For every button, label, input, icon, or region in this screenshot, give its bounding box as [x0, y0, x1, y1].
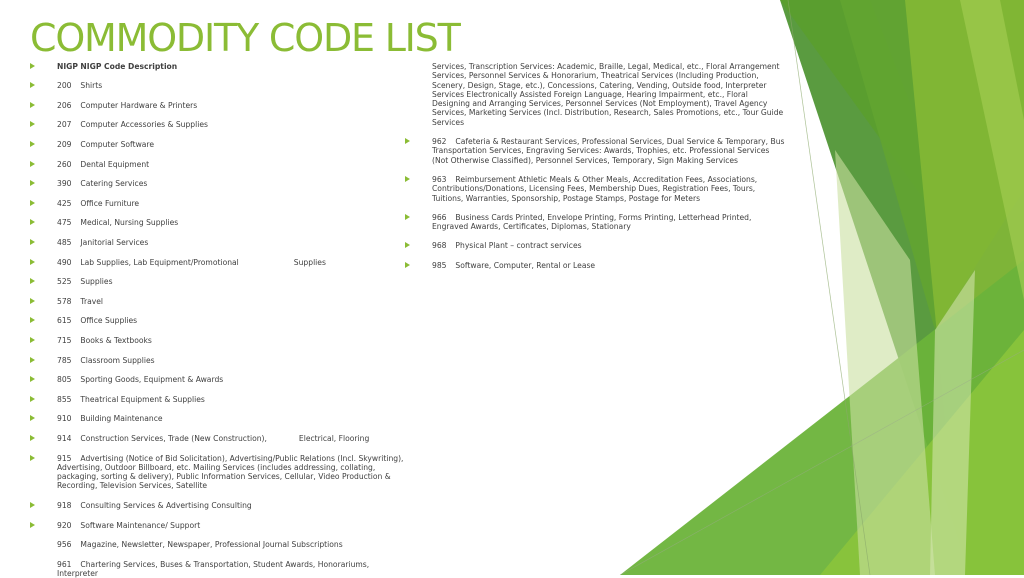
bullet-icon: [30, 376, 35, 382]
list-item: [30, 454, 410, 491]
commodity-code: 206: [57, 100, 72, 110]
bullet-icon: [30, 337, 35, 343]
commodity-description: Reimbursement Athletic Meals & Other Meals, Accreditation Fees, Associations, Contributions/Donations, Licensing Fees, Membership Dues, Registration Fees, Tours, Tuitions, Warranties, Sponsorship, Postage Stamps, Postage for Meters: [432, 174, 758, 203]
commodity-code: 525: [57, 277, 72, 287]
commodity-code: 961: [57, 559, 72, 569]
list-item: [30, 316, 410, 325]
bullet-icon: [30, 180, 35, 186]
bullet-icon: [30, 219, 35, 225]
bullet-icon: [405, 242, 410, 248]
commodity-code: 475: [57, 218, 72, 228]
commodity-description: Computer Hardware & Printers: [80, 100, 198, 110]
list-item: [30, 336, 410, 345]
bullet-icon: [30, 317, 35, 323]
commodity-description: Classroom Supplies: [80, 355, 155, 365]
commodity-description: Dental Equipment: [80, 159, 150, 169]
list-item: [30, 238, 410, 247]
bullet-icon: [30, 455, 35, 461]
list-item: [30, 521, 410, 530]
commodity-description: Construction Services, Trade (New Construction),: [80, 433, 267, 443]
list-item: [405, 213, 785, 232]
commodity-code: 260: [57, 159, 72, 169]
commodity-code: 207: [57, 120, 72, 130]
commodity-description: Catering Services: [80, 179, 148, 189]
commodity-description: Software Maintenance/ Support: [80, 520, 201, 530]
commodity-code: 956: [57, 540, 72, 550]
commodity-code: 490: [57, 257, 72, 267]
commodity-code: 962: [432, 137, 447, 147]
commodity-code: 425: [57, 198, 72, 208]
list-item: [30, 81, 410, 90]
bullet-icon: [30, 502, 35, 508]
bullet-icon: [30, 239, 35, 245]
bullet-icon: [30, 102, 35, 108]
commodity-code: 915: [57, 453, 72, 463]
bullet-icon: [30, 63, 35, 69]
commodity-description: Medical, Nursing Supplies: [80, 218, 179, 228]
bullet-icon: [30, 82, 35, 88]
bullet-icon: [30, 161, 35, 167]
commodity-description: Books & Textbooks: [80, 336, 152, 346]
list-header-row: [30, 62, 410, 71]
commodity-description: Services, Transcription Services: Academic, Braille, Legal, Medical, etc., Floral Arrangement Services, Personnel Services & Honorarium, Theatrical Services (Including Production, Scenery, Design, Stage, etc.), Concessions, Catering, Vending, Outside food, Interpreter Services Electronically Assisted Foreign Language, Hearing Impairment, etc., Floral Designing and Arranging Services, Personnel Services (Not Employment), Travel Agency Services, Marketing Services (Incl. Distribution, Research, Sales Promotions, etc., Tour Guide Services: [432, 62, 784, 127]
commodity-code: 966: [432, 212, 447, 222]
commodity-code: 963: [432, 174, 447, 184]
list-item: [30, 434, 410, 443]
commodity-code: 985: [432, 260, 447, 270]
list-item: [30, 179, 410, 188]
list-item: [30, 395, 410, 404]
list-item: [405, 137, 785, 165]
commodity-description: Chartering Services, Buses & Transportation, Student Awards, Honorariums, Interpreter: [57, 559, 370, 578]
list-item: [30, 560, 410, 578]
list-item: [30, 199, 410, 208]
commodity-description: Building Maintenance: [80, 414, 163, 424]
commodity-description: Supplies: [80, 277, 113, 287]
bullet-icon: [30, 121, 35, 127]
commodity-description: Computer Software: [80, 140, 155, 150]
commodity-description: Physical Plant – contract services: [455, 241, 582, 251]
list-item: [30, 218, 410, 227]
commodity-description: Shirts: [80, 81, 103, 91]
commodity-description: Cafeteria & Restaurant Services, Professional Services, Dual Service & Temporary, Bus Transportation Services, Engraving Services: Awards, Trophies, etc. Professional Services (Not Otherwise Classified), Personnel Services, Temporary, Sign Making Services: [432, 137, 785, 165]
commodity-description-tail: Electrical, Flooring: [298, 433, 370, 443]
bullet-icon: [30, 141, 35, 147]
bullet-icon: [30, 396, 35, 402]
list-item: [30, 414, 410, 423]
list-item: [30, 258, 410, 267]
commodity-description-tail: Supplies: [293, 257, 326, 267]
list-item: [30, 356, 410, 365]
commodity-description: Travel: [80, 296, 103, 306]
list-item-continuation: [405, 62, 785, 127]
bullet-icon: [405, 176, 410, 182]
commodity-code: 918: [57, 501, 72, 511]
list-item: [30, 540, 410, 549]
list-item: [405, 175, 785, 203]
commodity-description: Advertising (Notice of Bid Solicitation), Advertising/Public Relations (Incl. Skywriting), Advertising, Outdoor Billboard, etc. Mailing Services (includes addressing, collating, packaging, sorting & delivery), Public Information Services, Cellular, Video Production & Recording, Television Services, Satellite: [57, 453, 404, 491]
bullet-icon: [405, 138, 410, 144]
list-item: [30, 140, 410, 149]
bullet-icon: [405, 214, 410, 220]
bullet-icon: [405, 262, 410, 268]
commodity-code: 200: [57, 81, 72, 91]
list-item: [30, 120, 410, 129]
list-item: [405, 261, 785, 270]
commodity-code: 485: [57, 238, 72, 248]
bullet-icon: [30, 522, 35, 528]
commodity-description: Sporting Goods, Equipment & Awards: [80, 375, 224, 385]
commodity-code: 920: [57, 520, 72, 530]
bullet-icon: [30, 357, 35, 363]
list-item: [30, 160, 410, 169]
commodity-description: Lab Supplies, Lab Equipment/Promotional: [80, 257, 239, 267]
commodity-code: 910: [57, 414, 72, 424]
commodity-list-left: [30, 62, 410, 578]
bullet-icon: [30, 435, 35, 441]
commodity-code: 578: [57, 296, 72, 306]
bullet-icon: [30, 278, 35, 284]
commodity-description: Office Supplies: [80, 316, 138, 326]
commodity-code: 209: [57, 140, 72, 150]
commodity-description: Software, Computer, Rental or Lease: [455, 260, 596, 270]
bullet-icon: [30, 259, 35, 265]
commodity-description: Theatrical Equipment & Supplies: [80, 394, 205, 404]
list-item: [30, 101, 410, 110]
commodity-description: Business Cards Printed, Envelope Printing, Forms Printing, Letterhead Printed, Engraved Awards, Certificates, Diplomas, Stationary: [432, 212, 752, 232]
commodity-code: 968: [432, 241, 447, 251]
commodity-description: Office Furniture: [80, 198, 140, 208]
commodity-description: Computer Accessories & Supplies: [80, 120, 208, 130]
list-item: [30, 375, 410, 384]
list-item: [30, 501, 410, 510]
commodity-description: Consulting Services & Advertising Consulting: [80, 501, 252, 511]
commodity-description: Magazine, Newsletter, Newspaper, Professional Journal Subscriptions: [80, 540, 343, 550]
commodity-code: 785: [57, 355, 72, 365]
commodity-code: 715: [57, 336, 72, 346]
list-item: [30, 277, 410, 286]
header-code: NIGP: [57, 62, 78, 71]
bullet-icon: [30, 298, 35, 304]
commodity-list-right: [405, 62, 785, 270]
commodity-code: 855: [57, 394, 72, 404]
bullet-icon: [30, 415, 35, 421]
list-item: [405, 241, 785, 250]
commodity-code: 615: [57, 316, 72, 326]
commodity-code: 390: [57, 179, 72, 189]
header-description: NIGP Code Description: [80, 62, 178, 71]
page-title: COMMODITY CODE LIST: [30, 16, 460, 60]
commodity-description: Janitorial Services: [80, 238, 149, 248]
commodity-code: 914: [57, 433, 72, 443]
bullet-icon: [30, 200, 35, 206]
commodity-code: 805: [57, 375, 72, 385]
list-item: [30, 297, 410, 306]
